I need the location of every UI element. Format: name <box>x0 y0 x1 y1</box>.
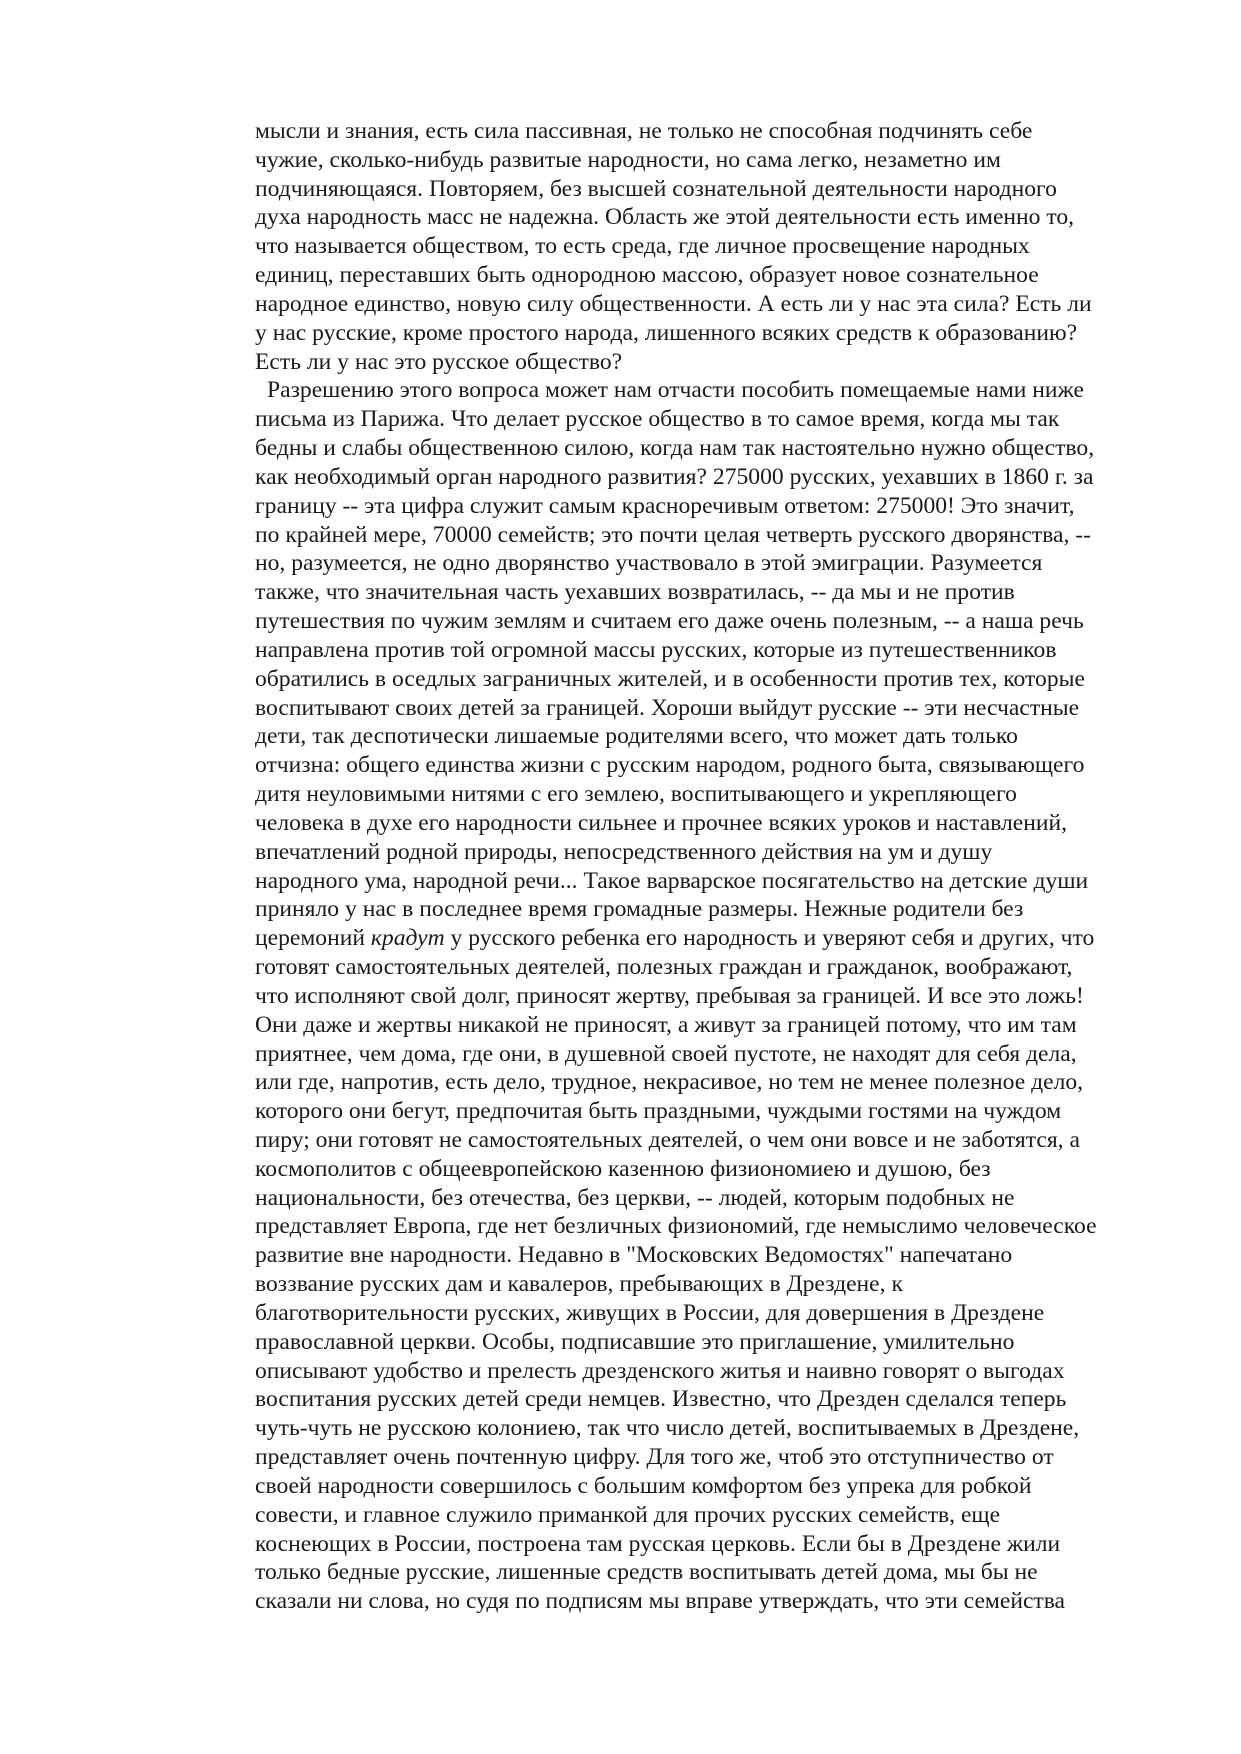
text-line: обратились в оседлых заграничных жителей, и в особенности против тех, которые <box>255 665 1085 692</box>
text-line: границу -- эта цифра служит самым красноречивым ответом: 275000! Это значит, <box>255 492 1075 519</box>
text-line: готовят самостоятельных деятелей, полезных граждан и гражданок, воображают, <box>255 954 1073 981</box>
text-line: представляет Европа, где нет безличных физиономий, где немыслимо человеческое <box>255 1213 1097 1240</box>
text-line: подчиняющаяся. Повторяем, без высшей сознательной деятельности народного <box>255 175 1057 202</box>
italic-word: крадут <box>370 925 445 952</box>
text-line: космополитов с общеевропейскою казенною физиономиею и душою, без <box>255 1155 991 1182</box>
text-line: письма из Парижа. Что делает русское общество в то самое время, когда мы так <box>255 406 1060 433</box>
text-line: только бедные русские, лишенные средств воспитывать детей дома, мы бы не <box>255 1559 1038 1586</box>
text-line: также, что значительная часть уехавших возвратилась, -- да мы и не против <box>255 579 1015 606</box>
text-line: Они даже и жертвы никакой не приносят, а живут за границей потому, что им там <box>255 1011 1077 1038</box>
text-line: что исполняют свой долг, приносят жертву, пребывая за границей. И все это ложь! <box>255 982 1084 1009</box>
text-line: коснеющих в России, построена там русская церковь. Если бы в Дрездене жили <box>255 1530 1061 1557</box>
text-line-italic <box>255 924 1155 953</box>
paragraph-2-rest <box>255 953 1155 1616</box>
text-line: единиц, переставших быть однородною массою, образует новое сознательное <box>255 262 1039 289</box>
text-line: у нас русские, кроме простого народа, лишенного всяких средств к образованию? <box>255 319 1078 346</box>
text-line: воспитания русских детей среди немцев. Известно, что Дрезден сделался теперь <box>255 1386 1067 1413</box>
text-line: отчизна: общего единства жизни с русским народом, родного быта, связывающего <box>255 752 1085 779</box>
text-line: православной церкви. Особы, подписавшие это приглашение, умилительно <box>255 1328 1015 1355</box>
text-line: представляет очень почтенную цифру. Для того же, чтоб это отступничество от <box>255 1444 1054 1471</box>
text-line: пиру; они готовят не самостоятельных деятелей, о чем они вовсе и не заботятся, а <box>255 1126 1080 1153</box>
text-line: народного ума, народной речи... Такое варварское посягательство на детские души <box>255 867 1089 894</box>
text-segment: церемоний <box>255 925 371 952</box>
text-line: воспитывают своих детей за границей. Хороши выйдут русские -- эти несчастные <box>255 694 1080 721</box>
text-line: дитя неуловимыми нитями с его землею, воспитывающего и укрепляющего <box>255 781 1017 808</box>
text-line: мысли и знания, есть сила пассивная, не только не способная подчинять себе <box>255 118 1033 144</box>
text-line: по крайней мере, 70000 семейств; это почти целая четверть русского дворянства, -- <box>255 521 1092 548</box>
paragraph-1 <box>255 117 1155 376</box>
text-line: приняло у нас в последнее время громадные размеры. Нежные родители без <box>255 896 1024 923</box>
text-line: что называется обществом, то есть среда, где личное просвещение народных <box>255 233 1030 260</box>
paragraph-2-start <box>255 376 1155 924</box>
text-line: приятнее, чем дома, где они, в душевной своей пустоте, не находят для себя дела, <box>255 1040 1077 1067</box>
document-body <box>255 117 1155 1616</box>
text-line: своей народности совершилось с большим комфортом без упрека для робкой <box>255 1472 1032 1499</box>
text-line: как необходимый орган народного развития? 275000 русских, уехавших в 1860 г. за <box>255 463 1094 490</box>
text-line: или где, напротив, есть дело, трудное, некрасивое, но тем не менее полезное дело, <box>255 1069 1084 1096</box>
text-line: дети, так деспотически лишаемые родителями всего, что может дать только <box>255 723 1018 750</box>
text-line: но, разумеется, не одно дворянство участвовало в этой эмиграции. Разумеется <box>255 550 1043 577</box>
text-line: путешествия по чужим землям и считаем его даже очень полезным, -- а наша речь <box>255 608 1084 635</box>
text-line: сказали ни слова, но судя по подписям мы вправе утверждать, что эти семейства <box>255 1588 1066 1615</box>
text-segment: у русского ребенка его народность и уверяют себя и других, что <box>444 925 1095 952</box>
text-line: Разрешению этого вопроса может нам отчасти пособить помещаемые нами ниже <box>267 377 1084 404</box>
text-line: Есть ли у нас это русское общество? <box>255 348 623 375</box>
text-line: национальности, без отечества, без церкви, -- людей, которым подобных не <box>255 1184 1015 1211</box>
text-line: духа народность масс не надежна. Область же этой деятельности есть именно то, <box>255 204 1075 231</box>
text-line: чужие, сколько-нибудь развитые народности, но сама легко, незаметно им <box>255 146 1001 173</box>
text-line: совести, и главное служило приманкой для прочих русских семейств, еще <box>255 1501 1001 1528</box>
text-line: чуть-чуть не русскою колониею, так что число детей, воспитываемых в Дрездене, <box>255 1415 1080 1442</box>
text-line: описывают удобство и прелесть дрезденского житья и наивно говорят о выгодах <box>255 1357 1065 1384</box>
text-line: впечатлений родной природы, непосредственного действия на ум и душу <box>255 838 993 865</box>
text-line: развитие вне народности. Недавно в "Московских Ведомостях" напечатано <box>255 1242 1013 1269</box>
text-line: бедны и слабы общественною силою, когда нам так настоятельно нужно общество, <box>255 435 1095 462</box>
text-line: народное единство, новую силу общественности. А есть ли у нас эта сила? Есть ли <box>255 290 1092 317</box>
text-line: направлена против той огромной массы русских, которые из путешественников <box>255 636 1057 663</box>
text-line: человека в духе его народности сильнее и прочнее всяких уроков и наставлений, <box>255 809 1068 836</box>
text-line: воззвание русских дам и кавалеров, пребывающих в Дрездене, к <box>255 1271 903 1298</box>
text-line: благотворительности русских, живущих в России, для довершения в Дрездене <box>255 1299 1045 1326</box>
text-line: которого они бегут, предпочитая быть праздными, чуждыми гостями на чуждом <box>255 1098 1062 1125</box>
